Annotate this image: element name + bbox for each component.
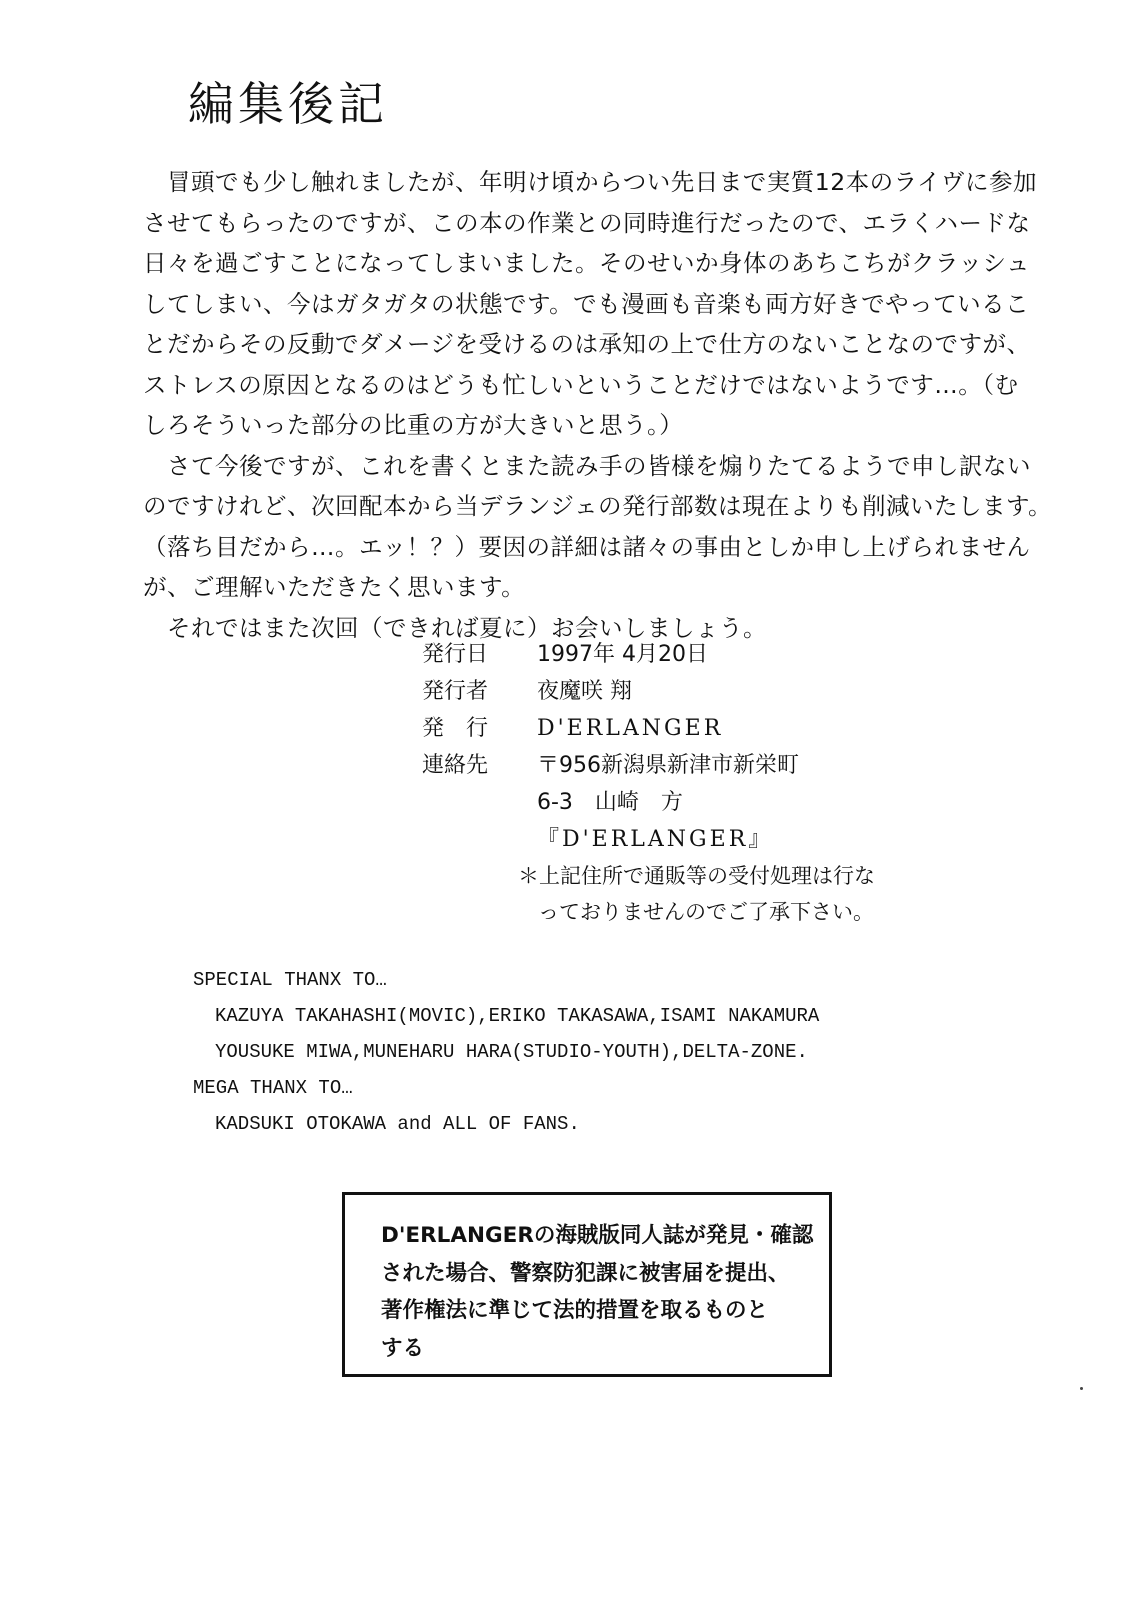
body-line: さて今後ですが、これを書くとまた読み手の皆様を煽りたてるようで申し訳ない	[143, 451, 1031, 480]
afterword-body	[143, 162, 1053, 648]
contact-address: 〒956新潟県新津市新栄町	[537, 753, 799, 778]
date-value: 1997年 4月20日	[537, 642, 708, 667]
body-line: ストレスの原因となるのはどうも忙しいということだけではないようです…。（む	[143, 370, 1019, 399]
mega-thanks-heading: MEGA THANX TO…	[193, 1077, 353, 1099]
body-line: それではまた次回（できれば夏に）お会いしましょう。	[143, 613, 767, 642]
page-title: 編集後記	[188, 77, 388, 131]
body-line: しろそういった部分の比重の方が大きいと思う。）	[143, 411, 684, 439]
notice-line: する	[381, 1335, 425, 1361]
special-thanks-line: YOUSUKE MIWA,MUNEHARU HARA(STUDIO-YOUTH),DELTA-ZONE.	[215, 1041, 808, 1063]
piracy-notice-box	[342, 1192, 832, 1377]
publisher-label: 発行者	[422, 679, 489, 704]
issuer-value: D'ERLANGER	[537, 716, 724, 741]
notice-line: された場合、警察防犯課に被害届を提出、	[381, 1260, 790, 1286]
mail-order-note: ＊上記住所で通販等の受付処理は行な	[518, 864, 875, 888]
issuer-label: 発 行	[422, 716, 489, 741]
body-line: 冒頭でも少し触れましたが、年明け頃からつい先日まで実質12本のライヴに参加	[143, 168, 1037, 196]
colophon-contact-row	[422, 747, 875, 784]
colophon-issuer-row	[422, 710, 875, 747]
contact-address-line-3: 『D'ERLANGER』	[537, 827, 774, 852]
publisher-value: 夜魔咲 翔	[537, 679, 632, 704]
colophon-publisher-row	[422, 673, 875, 710]
body-line: （落ち目だから…。エッ！？）要因の詳細は諸々の事由としか申し上げられません	[143, 532, 1031, 561]
colophon	[422, 636, 875, 930]
notice-line: 著作権法に準じて法的措置を取るものと	[381, 1298, 769, 1323]
scan-speck	[1080, 1387, 1083, 1390]
colophon-contact-row-3	[422, 821, 875, 858]
body-line: とだからその反動でダメージを受けるのは承知の上で仕方のないことなのですが、	[143, 330, 1031, 358]
body-line: が、ご理解いただきたく思います。	[143, 573, 526, 601]
date-label: 発行日	[422, 642, 489, 667]
body-line: してしまい、今はガタガタの状態です。でも漫画も音楽も両方好きでやっているこ	[143, 289, 1030, 318]
mega-thanks-line: KADSUKI OTOKAWA and ALL OF FANS.	[215, 1113, 580, 1135]
special-thanks-heading: SPECIAL THANX TO…	[193, 969, 387, 991]
colophon-date-row	[422, 636, 875, 673]
body-line: のですけれど、次回配本から当デランジェの発行部数は現在よりも削減いたします。	[143, 492, 1053, 520]
body-line: 日々を過ごすことになってしまいました。そのせいか身体のあちこちがクラッシュ	[143, 249, 1031, 277]
mail-order-note-line-2: っておりませんのでご了承下さい。	[538, 900, 874, 924]
contact-address-line-2: 6-3 山崎 方	[537, 790, 683, 815]
colophon-contact-row-2	[422, 784, 875, 821]
body-line: させてもらったのですが、この本の作業との同時進行だったので、エラくハードな	[143, 208, 1031, 237]
thanks-section	[193, 962, 819, 1142]
special-thanks-line: KAZUYA TAKAHASHI(MOVIC),ERIKO TAKASAWA,ISAMI NAKAMURA	[215, 1005, 820, 1027]
notice-line: D'ERLANGERの海賊版同人誌が発見・確認	[381, 1223, 814, 1248]
contact-label: 連絡先	[422, 753, 489, 778]
